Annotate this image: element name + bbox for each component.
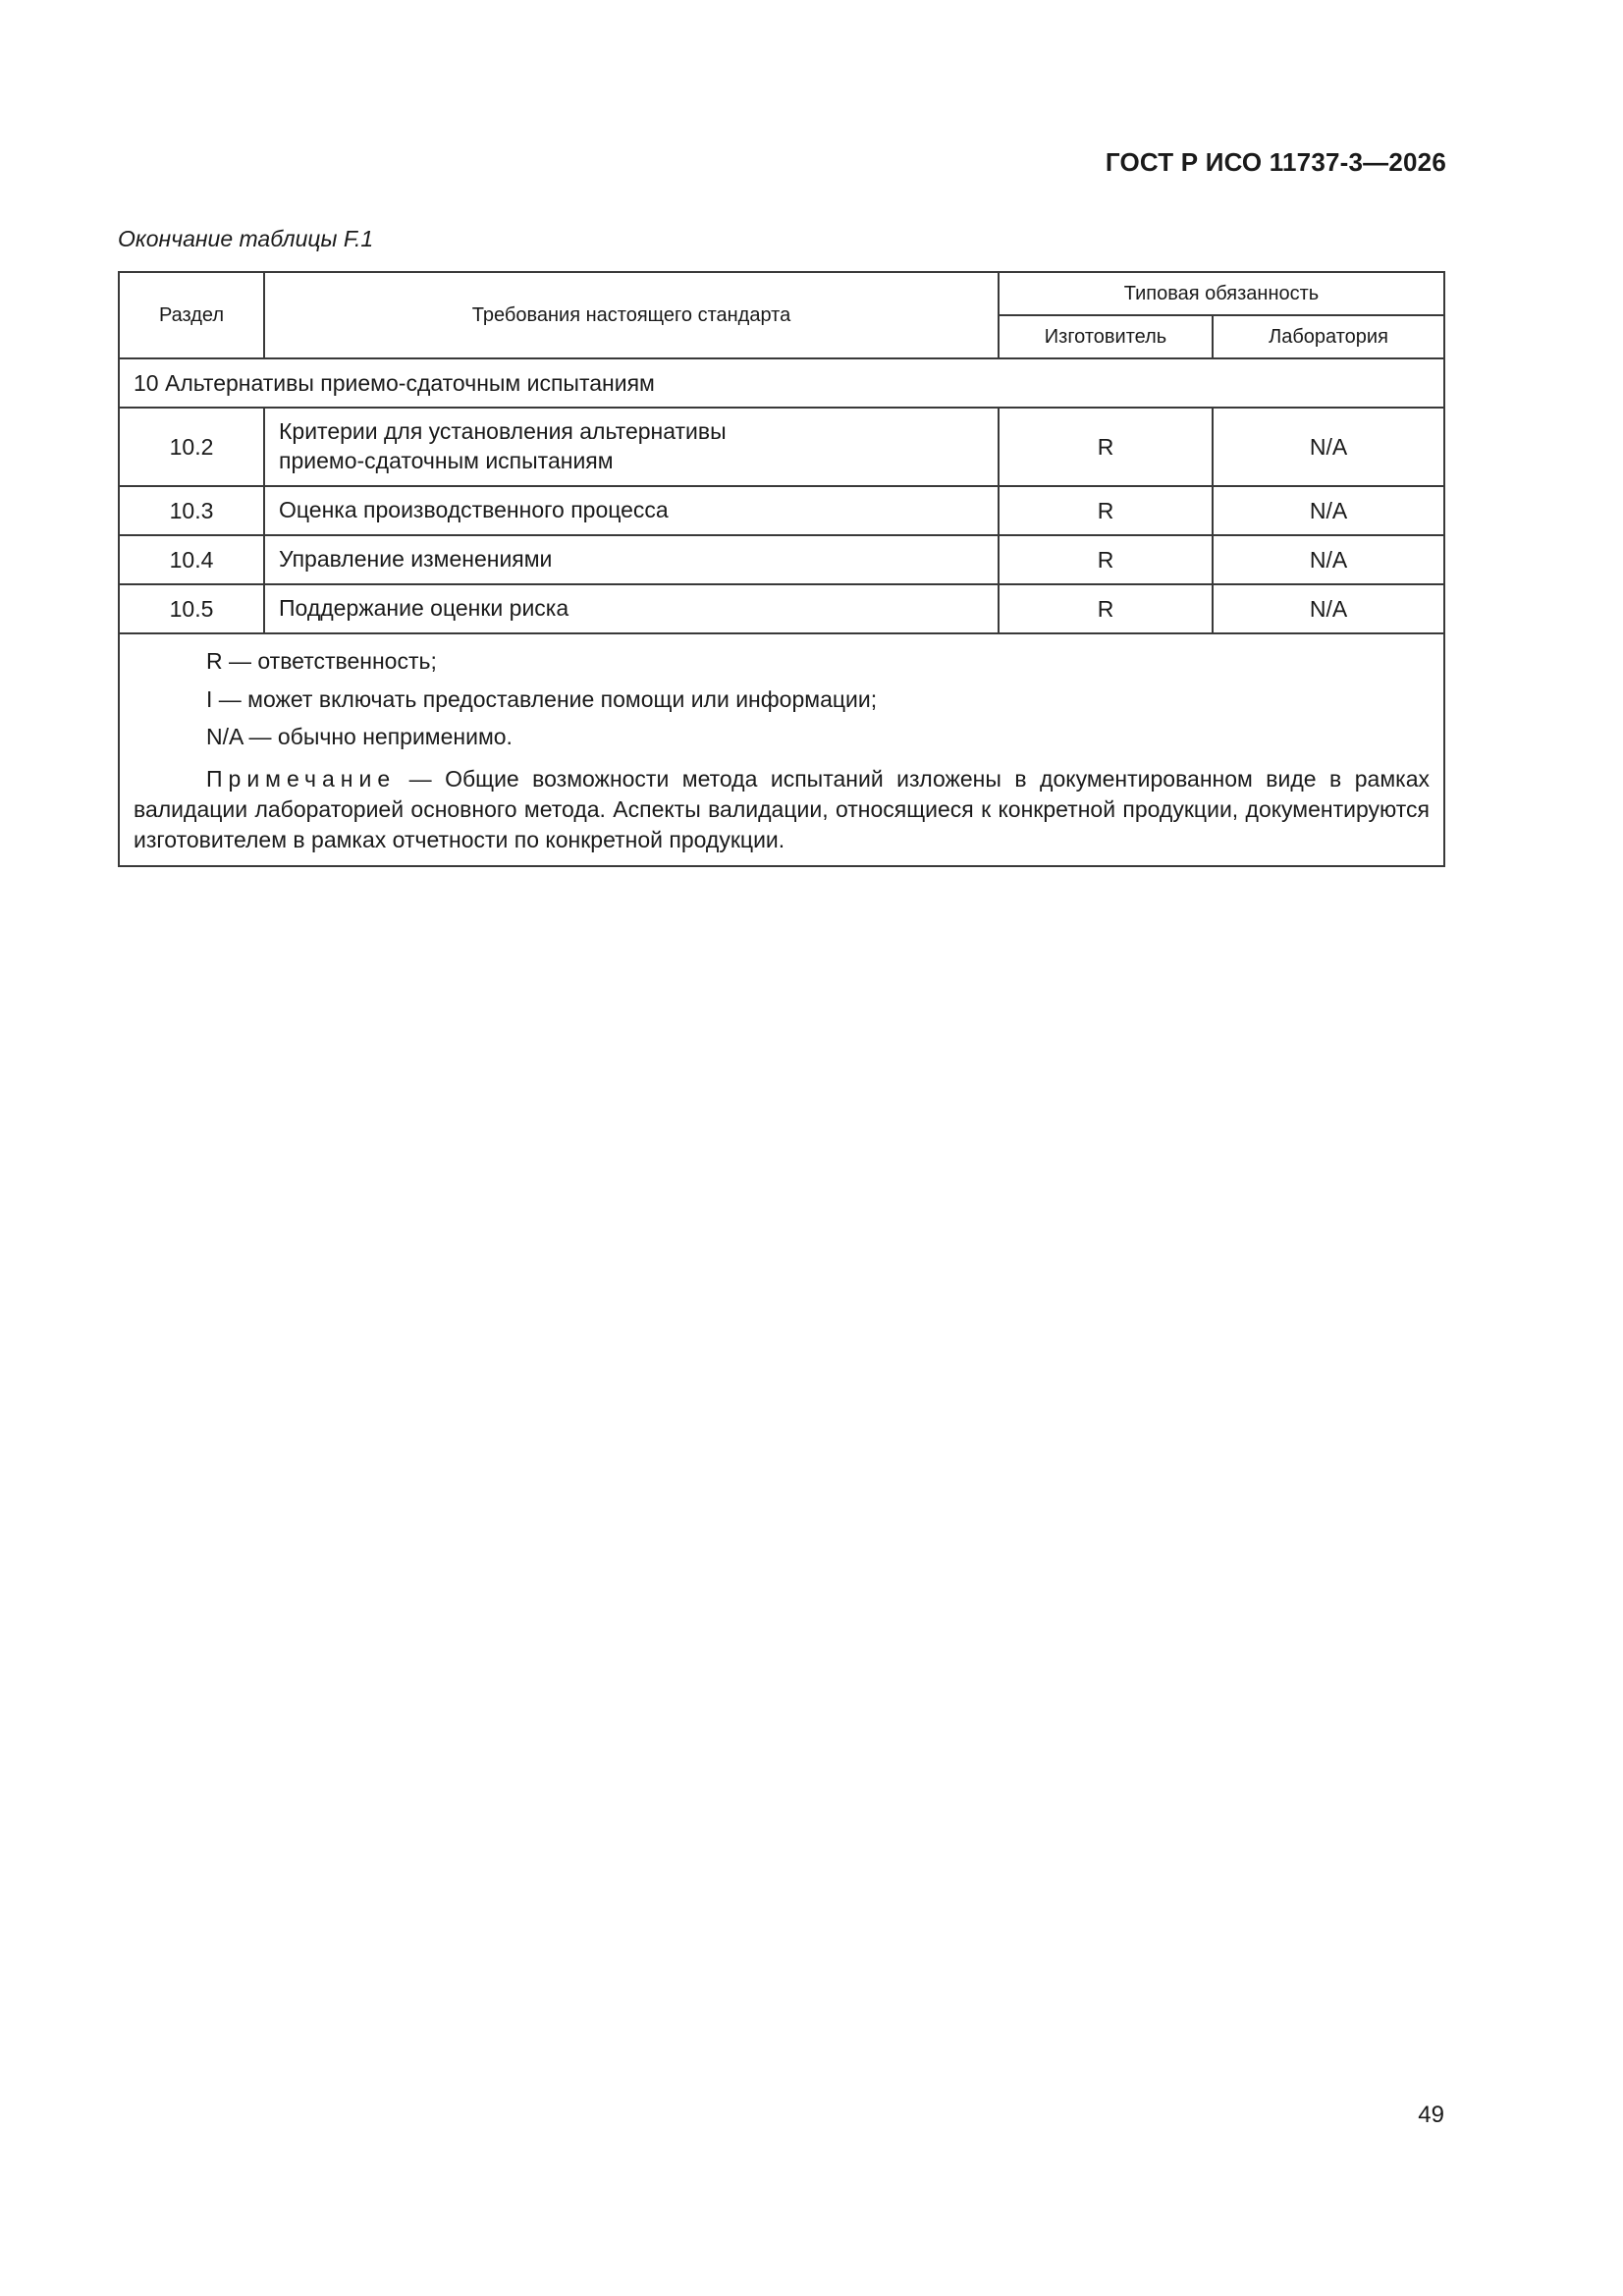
table-row bbox=[119, 535, 1444, 584]
row-requirement: Оценка производственного процесса bbox=[264, 486, 999, 535]
table-row bbox=[119, 584, 1444, 633]
row-number: 10.5 bbox=[119, 584, 264, 633]
row-requirement bbox=[264, 408, 999, 486]
row-number: 10.2 bbox=[119, 408, 264, 486]
legend-cell bbox=[119, 633, 1444, 866]
row-manufacturer-value: R bbox=[999, 584, 1213, 633]
table-header-row bbox=[119, 272, 1444, 315]
section-title: 10 Альтернативы приемо-сдаточным испытаниям bbox=[119, 358, 1444, 408]
section-row bbox=[119, 358, 1444, 408]
row-manufacturer-value: R bbox=[999, 486, 1213, 535]
row-requirement: Поддержание оценки риска bbox=[264, 584, 999, 633]
note-label: Примечание bbox=[206, 765, 397, 792]
legend-row bbox=[119, 633, 1444, 866]
legend-line: R — ответственность; bbox=[206, 648, 437, 674]
page-number: 49 bbox=[1418, 2102, 1444, 2128]
table-row bbox=[119, 408, 1444, 486]
header-typical-responsibility: Типовая обязанность bbox=[999, 272, 1444, 315]
row-requirement-line: Критерии для установления альтернативы bbox=[279, 418, 727, 445]
row-laboratory-value: N/A bbox=[1213, 408, 1444, 486]
table-caption: Окончание таблицы F.1 bbox=[118, 226, 374, 251]
header-requirements: Требования настоящего стандарта bbox=[264, 272, 999, 358]
table-note bbox=[134, 764, 1430, 855]
row-laboratory-value: N/A bbox=[1213, 486, 1444, 535]
header-section: Раздел bbox=[119, 272, 264, 358]
row-laboratory-value: N/A bbox=[1213, 535, 1444, 584]
header-laboratory: Лаборатория bbox=[1213, 315, 1444, 358]
row-manufacturer-value: R bbox=[999, 535, 1213, 584]
header-manufacturer: Изготовитель bbox=[999, 315, 1213, 358]
row-requirement-line: приемо-сдаточным испытаниям bbox=[279, 448, 614, 473]
table-f1 bbox=[118, 271, 1445, 867]
table-row bbox=[119, 486, 1444, 535]
legend-line: N/A — обычно неприменимо. bbox=[206, 724, 513, 749]
note-text: Общие возможности метода испытаний изложены в документированном виде в рамках валидации лабораторией основного метода. Аспекты валидации, относящиеся к конкретной продукции, документируются изготовителем в рамках отчетности по конкретной продукции. bbox=[134, 765, 1430, 852]
row-manufacturer-value: R bbox=[999, 408, 1213, 486]
row-number: 10.4 bbox=[119, 535, 264, 584]
legend-line: I — может включать предоставление помощи или информации; bbox=[206, 685, 878, 712]
row-requirement: Управление изменениями bbox=[264, 535, 999, 584]
document-code: ГОСТ Р ИСО 11737-3—2026 bbox=[1105, 147, 1446, 177]
row-laboratory-value: N/A bbox=[1213, 584, 1444, 633]
row-number: 10.3 bbox=[119, 486, 264, 535]
note-dash: — bbox=[396, 765, 446, 792]
